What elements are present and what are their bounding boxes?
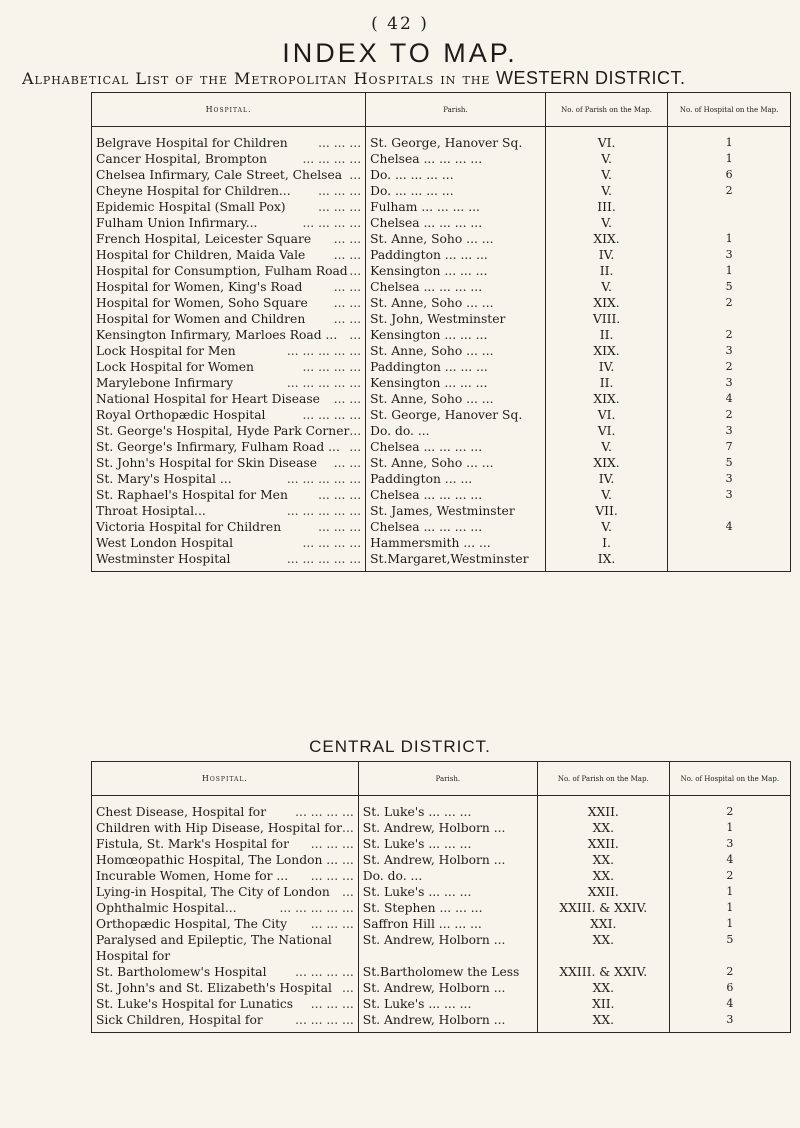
subtitle-district: WESTERN DISTRICT. [496, 68, 686, 88]
hospital-cell [92, 932, 359, 964]
hospital-number-cell: 6 [669, 980, 790, 996]
hospital-cell [92, 183, 366, 199]
parish-cell: St. Luke's ... ... ... [358, 836, 537, 852]
table-row [92, 215, 791, 231]
hospital-name: Fistula, St. Mark's Hospital for [96, 837, 289, 851]
leader-dots: ... ... [333, 312, 362, 326]
parish-cell: St. Andrew, Holborn ... [358, 932, 537, 964]
parish-cell: Do. ... ... ... ... [366, 167, 546, 183]
hospital-cell [92, 503, 366, 519]
leader-dots: ... ... ... [318, 488, 362, 502]
hospital-name: Chelsea Infirmary, Cale Street, Chelsea [96, 168, 343, 182]
parish-number-cell: V. [545, 183, 668, 199]
table-row [92, 439, 791, 455]
parish-cell: St. Anne, Soho ... ... [366, 295, 546, 311]
header-parish: Parish. [366, 93, 546, 127]
hospital-cell [92, 820, 359, 836]
parish-cell: St. Andrew, Holborn ... [358, 852, 537, 868]
hospital-number-cell: 6 [668, 167, 791, 183]
leader-dots: ... [342, 821, 354, 835]
leader-dots: ... [349, 264, 362, 278]
header-hospital: Hospital. [92, 93, 366, 127]
header-hospital-no: No. of Hospital on the Map. [668, 93, 791, 127]
table-row [92, 852, 791, 868]
parish-number-cell: IX. [545, 551, 668, 572]
table-row [92, 231, 791, 247]
hospital-number-cell: 5 [669, 932, 790, 964]
hospital-cell [92, 487, 366, 503]
hospital-name: Cancer Hospital, Brompton [96, 152, 267, 166]
parish-cell: Chelsea ... ... ... ... [366, 215, 546, 231]
parish-number-cell: V. [545, 279, 668, 295]
leader-dots: ... ... ... ... ... [279, 901, 354, 915]
table-header-row [92, 93, 791, 127]
table-row [92, 407, 791, 423]
hospital-name: St. George's Hospital, Hyde Park Corner [96, 424, 350, 438]
hospital-cell [92, 327, 366, 343]
parish-number-cell: V. [545, 519, 668, 535]
parish-number-cell: XX. [537, 852, 669, 868]
leader-dots: ... ... ... ... [295, 965, 354, 979]
hospital-cell [92, 263, 366, 279]
subtitle [22, 68, 792, 89]
hospital-cell [92, 279, 366, 295]
hospital-cell [92, 900, 359, 916]
table-row [92, 127, 791, 152]
hospital-number-cell: 3 [668, 471, 791, 487]
hospital-number-cell: 3 [668, 343, 791, 359]
parish-cell: St. Andrew, Holborn ... [358, 980, 537, 996]
parish-cell: St. Anne, Soho ... ... [366, 343, 546, 359]
table-row [92, 487, 791, 503]
western-table-body [92, 127, 791, 572]
hospital-name: St. Bartholomew's Hospital [96, 965, 267, 979]
leader-dots: ... ... [333, 280, 362, 294]
table-row [92, 916, 791, 932]
leader-dots: ... ... ... ... [302, 152, 362, 166]
parish-number-cell: V. [545, 439, 668, 455]
parish-number-cell: V. [545, 215, 668, 231]
parish-number-cell: II. [545, 263, 668, 279]
hospital-cell [92, 215, 366, 231]
parish-cell: Chelsea ... ... ... ... [366, 439, 546, 455]
parish-cell: Fulham ... ... ... ... [366, 199, 546, 215]
table-row [92, 868, 791, 884]
hospital-name: St. Raphael's Hospital for Men [96, 488, 288, 502]
hospital-number-cell [668, 215, 791, 231]
table-row [92, 932, 791, 964]
leader-dots: ... [349, 440, 362, 454]
hospital-cell [92, 1012, 359, 1033]
hospital-cell [92, 980, 359, 996]
hospital-name: Children with Hip Disease, Hospital for [96, 821, 343, 835]
header-parish-no: No. of Parish on the Map. [537, 762, 669, 796]
parish-number-cell: XIX. [545, 455, 668, 471]
parish-number-cell: XIX. [545, 231, 668, 247]
leader-dots: ... ... [333, 248, 362, 262]
hospital-name: West London Hospital [96, 536, 234, 550]
parish-cell: St. Anne, Soho ... ... [366, 231, 546, 247]
parish-cell: St. George, Hanover Sq. [366, 407, 546, 423]
hospital-number-cell: 2 [668, 295, 791, 311]
hospital-number-cell [668, 535, 791, 551]
hospital-number-cell: 4 [668, 391, 791, 407]
hospital-cell [92, 868, 359, 884]
parish-number-cell: XX. [537, 932, 669, 964]
hospital-number-cell: 2 [669, 868, 790, 884]
table-row [92, 519, 791, 535]
hospital-name: Hospital for Women, King's Road [96, 280, 303, 294]
western-district-table [91, 92, 791, 572]
parish-number-cell: XX. [537, 1012, 669, 1033]
leader-dots: ... ... [333, 456, 362, 470]
parish-number-cell: VII. [545, 503, 668, 519]
header-parish: Parish. [358, 762, 537, 796]
parish-number-cell: IV. [545, 471, 668, 487]
hospital-name: Hospital for Women and Children [96, 312, 306, 326]
hospital-name: Lock Hospital for Men [96, 344, 236, 358]
hospital-name: Homœopathic Hospital, The London ... [96, 853, 339, 867]
hospital-cell [92, 884, 359, 900]
leader-dots: ... [349, 328, 362, 342]
parish-number-cell: XXI. [537, 916, 669, 932]
leader-dots: ... ... ... ... ... [286, 344, 362, 358]
table-row [92, 311, 791, 327]
parish-cell: Kensington ... ... ... [366, 375, 546, 391]
hospital-name: Fulham Union Infirmary... [96, 216, 258, 230]
parish-cell: St. George, Hanover Sq. [366, 127, 546, 152]
parish-cell: Chelsea ... ... ... ... [366, 151, 546, 167]
table-row [92, 263, 791, 279]
hospital-cell [92, 343, 366, 359]
parish-number-cell: XXII. [537, 884, 669, 900]
parish-number-cell: XIX. [545, 343, 668, 359]
hospital-number-cell: 7 [668, 439, 791, 455]
table-row [92, 375, 791, 391]
parish-cell: Paddington ... ... ... [366, 247, 546, 263]
table-row [92, 343, 791, 359]
leader-dots: ... [342, 853, 354, 867]
table-row [92, 423, 791, 439]
hospital-name: Hospital for Consumption, Fulham Road [96, 264, 348, 278]
hospital-cell [92, 151, 366, 167]
leader-dots: ... ... ... [318, 184, 362, 198]
parish-cell: St. James, Westminster [366, 503, 546, 519]
hospital-name: Kensington Infirmary, Marloes Road ... [96, 328, 338, 342]
hospital-name: Lock Hospital for Women [96, 360, 254, 374]
table-row [92, 884, 791, 900]
hospital-number-cell: 4 [668, 519, 791, 535]
table-row [92, 199, 791, 215]
hospital-name: Belgrave Hospital for Children [96, 136, 288, 150]
hospital-name: National Hospital for Heart Disease [96, 392, 320, 406]
table-row [92, 551, 791, 572]
table-header-row [92, 762, 791, 796]
parish-cell: Do. ... ... ... ... [366, 183, 546, 199]
parish-cell: Paddington ... ... ... [366, 359, 546, 375]
parish-number-cell: I. [545, 535, 668, 551]
hospital-cell [92, 375, 366, 391]
hospital-number-cell: 1 [669, 884, 790, 900]
hospital-name: Westminster Hospital [96, 552, 231, 566]
parish-number-cell: XXIII. & XXIV. [537, 964, 669, 980]
hospital-name: Marylebone Infirmary [96, 376, 234, 390]
hospital-name: French Hospital, Leicester Square [96, 232, 312, 246]
hospital-cell [92, 916, 359, 932]
hospital-number-cell [668, 551, 791, 572]
hospital-number-cell: 4 [669, 852, 790, 868]
leader-dots: ... ... ... ... ... [286, 376, 362, 390]
parish-number-cell: XXII. [537, 796, 669, 821]
leader-dots: ... ... ... ... [302, 408, 362, 422]
header-parish-no: No. of Parish on the Map. [545, 93, 668, 127]
parish-cell: Chelsea ... ... ... ... [366, 487, 546, 503]
parish-cell: Saffron Hill ... ... ... [358, 916, 537, 932]
leader-dots: ... ... ... ... ... [286, 552, 362, 566]
hospital-number-cell: 1 [668, 127, 791, 152]
hospital-name: Sick Children, Hospital for [96, 1013, 263, 1027]
page-number: ( 42 ) [371, 14, 429, 34]
parish-cell: Do. do. ... [358, 868, 537, 884]
table-row [92, 247, 791, 263]
table-row [92, 535, 791, 551]
parish-number-cell: II. [545, 327, 668, 343]
leader-dots: ... ... ... [310, 869, 354, 883]
parish-cell: St. Luke's ... ... ... [358, 796, 537, 821]
parish-number-cell: VIII. [545, 311, 668, 327]
parish-cell: St. John, Westminster [366, 311, 546, 327]
hospital-name: Lying-in Hospital, The City of London [96, 885, 330, 899]
parish-cell: Chelsea ... ... ... ... [366, 519, 546, 535]
parish-number-cell: VI. [545, 423, 668, 439]
hospital-cell [92, 796, 359, 821]
hospital-cell [92, 836, 359, 852]
hospital-number-cell: 1 [668, 263, 791, 279]
hospital-number-cell: 3 [669, 1012, 790, 1033]
hospital-number-cell: 3 [668, 487, 791, 503]
leader-dots: ... ... ... ... [295, 1013, 354, 1027]
hospital-number-cell: 1 [669, 820, 790, 836]
hospital-cell [92, 247, 366, 263]
hospital-number-cell: 1 [668, 151, 791, 167]
hospital-cell [92, 199, 366, 215]
parish-cell: Chelsea ... ... ... ... [366, 279, 546, 295]
parish-number-cell: IV. [545, 247, 668, 263]
table-row [92, 391, 791, 407]
hospital-cell [92, 407, 366, 423]
hospital-name: St. Luke's Hospital for Lunatics [96, 997, 294, 1011]
parish-number-cell: VI. [545, 407, 668, 423]
table-row [92, 359, 791, 375]
table-row [92, 836, 791, 852]
parish-number-cell: XII. [537, 996, 669, 1012]
hospital-number-cell: 5 [668, 279, 791, 295]
hospital-number-cell: 3 [668, 247, 791, 263]
hospital-name: Royal Orthopædic Hospital [96, 408, 266, 422]
hospital-cell [92, 535, 366, 551]
hospital-cell [92, 471, 366, 487]
hospital-cell [92, 996, 359, 1012]
leader-dots: ... ... ... [318, 200, 362, 214]
leader-dots: ... ... ... [310, 917, 354, 931]
hospital-name: Ophthalmic Hospital... [96, 901, 237, 915]
table-row [92, 327, 791, 343]
hospital-name: St. John's and St. Elizabeth's Hospital [96, 981, 332, 995]
table-row [92, 900, 791, 916]
hospital-cell [92, 231, 366, 247]
parish-number-cell: XIX. [545, 295, 668, 311]
hospital-name: St. George's Infirmary, Fulham Road ... [96, 440, 340, 454]
leader-dots: ... ... ... ... [295, 805, 354, 819]
leader-dots: ... ... ... ... [302, 216, 362, 230]
page-title: INDEX TO MAP. [282, 38, 518, 68]
leader-dots: ... ... ... ... [302, 360, 362, 374]
hospital-cell [92, 359, 366, 375]
table-row [92, 151, 791, 167]
hospital-name: St. Mary's Hospital ... [96, 472, 232, 486]
hospital-name: Paralysed and Epileptic, The National Hospital for [96, 933, 332, 963]
hospital-number-cell: 2 [669, 796, 790, 821]
hospital-name: Hospital for Women, Soho Square [96, 296, 308, 310]
hospital-name: Cheyne Hospital for Children... [96, 184, 291, 198]
hospital-number-cell: 1 [668, 231, 791, 247]
leader-dots: ... ... ... ... ... [286, 504, 362, 518]
table-row [92, 167, 791, 183]
hospital-name: Epidemic Hospital (Small Pox) [96, 200, 286, 214]
table-row [92, 471, 791, 487]
leader-dots: ... [349, 168, 362, 182]
hospital-number-cell: 2 [668, 359, 791, 375]
table-row [92, 295, 791, 311]
table-row [92, 503, 791, 519]
hospital-cell [92, 455, 366, 471]
parish-number-cell: V. [545, 487, 668, 503]
parish-cell: St. Stephen ... ... ... [358, 900, 537, 916]
parish-cell: Hammersmith ... ... [366, 535, 546, 551]
parish-cell: St.Bartholomew the Less [358, 964, 537, 980]
hospital-name: Chest Disease, Hospital for [96, 805, 267, 819]
parish-number-cell: VI. [545, 127, 668, 152]
leader-dots: ... ... [333, 392, 362, 406]
hospital-number-cell: 3 [669, 836, 790, 852]
hospital-number-cell: 4 [669, 996, 790, 1012]
parish-cell: Do. do. ... [366, 423, 546, 439]
leader-dots: ... [342, 981, 354, 995]
hospital-number-cell: 2 [669, 964, 790, 980]
hospital-cell [92, 295, 366, 311]
parish-number-cell: XX. [537, 980, 669, 996]
parish-cell: Paddington ... ... [366, 471, 546, 487]
parish-cell: St. Anne, Soho ... ... [366, 455, 546, 471]
parish-number-cell: XXII. [537, 836, 669, 852]
hospital-number-cell: 2 [668, 407, 791, 423]
table-row [92, 980, 791, 996]
hospital-number-cell [668, 199, 791, 215]
parish-number-cell: XXIII. & XXIV. [537, 900, 669, 916]
parish-cell: St.Margaret,Westminster [366, 551, 546, 572]
hospital-number-cell: 1 [669, 916, 790, 932]
hospital-number-cell: 3 [668, 375, 791, 391]
table-row [92, 996, 791, 1012]
hospital-number-cell [668, 311, 791, 327]
hospital-cell [92, 127, 366, 152]
table-row [92, 796, 791, 821]
parish-cell: Kensington ... ... ... [366, 327, 546, 343]
leader-dots: ... ... ... [310, 837, 354, 851]
parish-number-cell: III. [545, 199, 668, 215]
leader-dots: ... ... [333, 296, 362, 310]
parish-cell: St. Andrew, Holborn ... [358, 1012, 537, 1033]
hospital-cell [92, 852, 359, 868]
table-row [92, 1012, 791, 1033]
hospital-cell [92, 551, 366, 572]
table-row [92, 964, 791, 980]
leader-dots: ... [342, 885, 354, 899]
hospital-cell [92, 519, 366, 535]
hospital-name: Throat Hosiptal... [96, 504, 206, 518]
hospital-number-cell: 1 [669, 900, 790, 916]
table-row [92, 183, 791, 199]
leader-dots: ... [349, 424, 362, 438]
leader-dots: ... ... ... ... ... [286, 472, 362, 486]
parish-number-cell: V. [545, 151, 668, 167]
hospital-cell [92, 964, 359, 980]
hospital-name: St. John's Hospital for Skin Disease [96, 456, 317, 470]
parish-cell: St. Luke's ... ... ... [358, 996, 537, 1012]
hospital-name: Victoria Hospital for Children [96, 520, 282, 534]
hospital-cell [92, 423, 366, 439]
central-table-body [92, 796, 791, 1033]
leader-dots: ... ... [333, 232, 362, 246]
leader-dots: ... ... ... [318, 136, 362, 150]
central-district-title: CENTRAL DISTRICT. [309, 737, 491, 756]
hospital-name: Incurable Women, Home for ... [96, 869, 289, 883]
table-row [92, 820, 791, 836]
parish-cell: Kensington ... ... ... [366, 263, 546, 279]
subtitle-prefix: Alphabetical List of the Metropolitan Hospitals in the [22, 69, 491, 88]
hospital-cell [92, 439, 366, 455]
hospital-name: Orthopædic Hospital, The City [96, 917, 288, 931]
parish-number-cell: IV. [545, 359, 668, 375]
central-district-table [91, 761, 791, 1033]
parish-cell: St. Anne, Soho ... ... [366, 391, 546, 407]
parish-number-cell: XX. [537, 820, 669, 836]
hospital-name: Hospital for Children, Maida Vale [96, 248, 306, 262]
hospital-number-cell [668, 503, 791, 519]
leader-dots: ... ... ... [318, 520, 362, 534]
parish-cell: St. Luke's ... ... ... [358, 884, 537, 900]
parish-number-cell: XIX. [545, 391, 668, 407]
leader-dots: ... ... ... [310, 997, 354, 1011]
parish-cell: St. Andrew, Holborn ... [358, 820, 537, 836]
header-hospital: Hospital. [92, 762, 359, 796]
parish-number-cell: II. [545, 375, 668, 391]
hospital-number-cell: 5 [668, 455, 791, 471]
hospital-number-cell: 2 [668, 327, 791, 343]
table-row [92, 279, 791, 295]
hospital-cell [92, 167, 366, 183]
leader-dots: ... ... ... ... [302, 536, 362, 550]
hospital-cell [92, 311, 366, 327]
table-row [92, 455, 791, 471]
parish-number-cell: XX. [537, 868, 669, 884]
header-hospital-no: No. of Hospital on the Map. [669, 762, 790, 796]
hospital-number-cell: 3 [668, 423, 791, 439]
parish-number-cell: V. [545, 167, 668, 183]
hospital-number-cell: 2 [668, 183, 791, 199]
hospital-cell [92, 391, 366, 407]
